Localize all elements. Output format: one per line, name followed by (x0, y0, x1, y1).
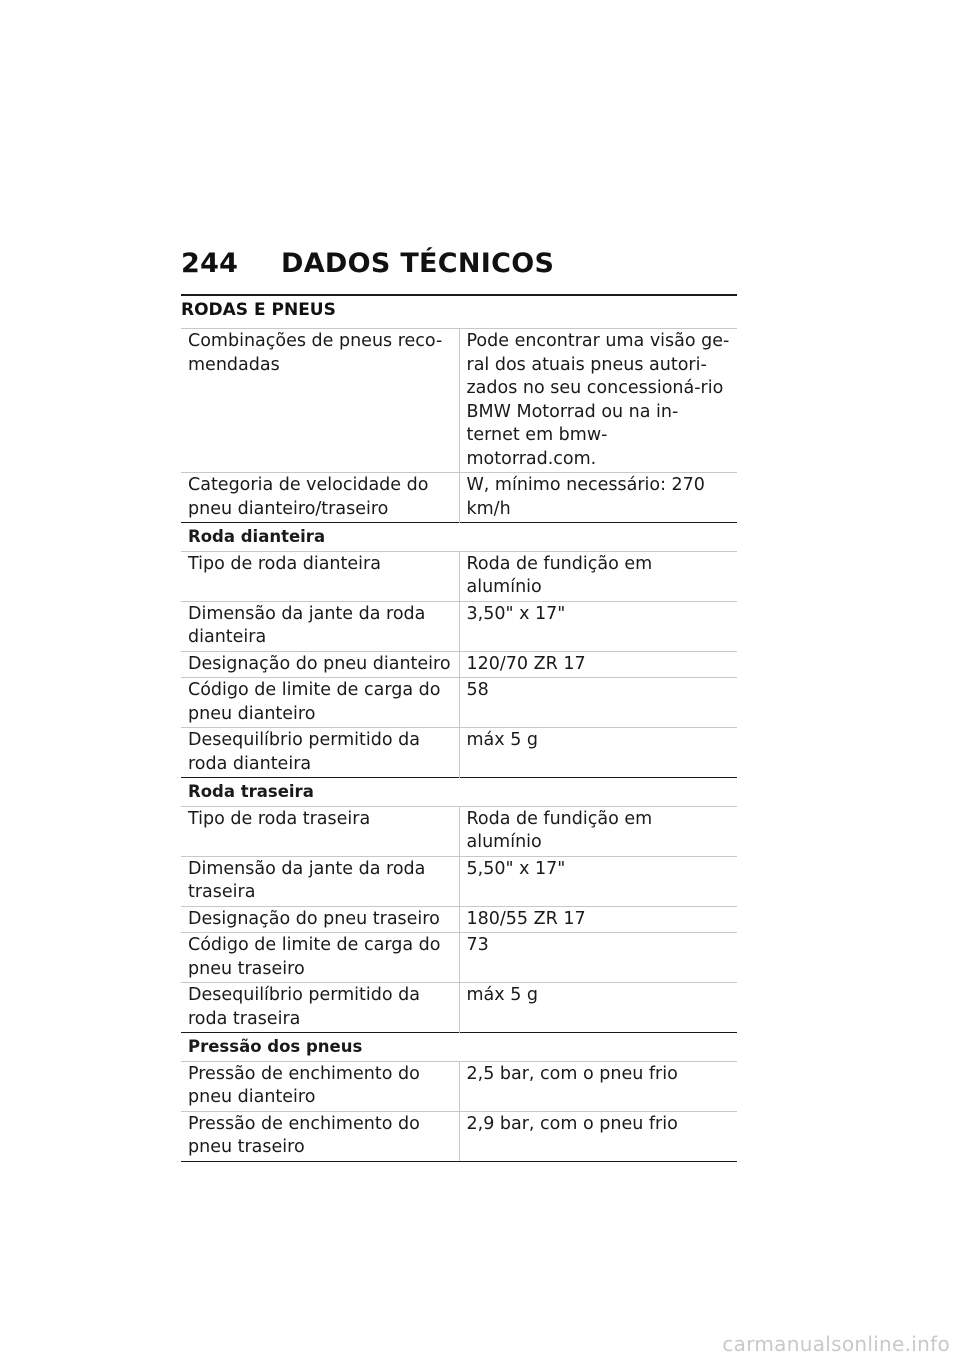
spec-label: Tipo de roda dianteira (181, 551, 459, 601)
spec-label: Código de limite de carga do pneu dianteiro (181, 678, 459, 728)
spec-label: Designação do pneu traseiro (181, 906, 459, 933)
spec-label: Categoria de velocidade do pneu dianteiro/traseiro (181, 473, 459, 523)
spec-value: Roda de fundição em alumínio (459, 551, 737, 601)
group-title: Roda traseira (181, 778, 737, 807)
spec-label: Desequilíbrio permitido da roda dianteira (181, 728, 459, 778)
spec-value: Pode encontrar uma visão ge-ral dos atuais pneus autori-zados no seu concessioná-rio BMW Motorrad ou na in-ternet em bmw-motorrad.com. (459, 329, 737, 473)
spec-value: 180/55 ZR 17 (459, 906, 737, 933)
group-header-row (181, 523, 737, 552)
spec-value: máx 5 g (459, 728, 737, 778)
table-row (181, 906, 737, 933)
watermark: carmanualsonline.info (722, 1332, 950, 1356)
table-row (181, 983, 737, 1033)
spec-value: W, mínimo necessário: 270 km/h (459, 473, 737, 523)
chapter-title: DADOS TÉCNICOS (281, 248, 555, 279)
spec-label: Tipo de roda traseira (181, 806, 459, 856)
table-row (181, 728, 737, 778)
spec-value: 58 (459, 678, 737, 728)
spec-value: máx 5 g (459, 983, 737, 1033)
table-row (181, 1061, 737, 1111)
table-row (181, 678, 737, 728)
group-header-row (181, 778, 737, 807)
spec-value: 2,9 bar, com o pneu frio (459, 1111, 737, 1161)
group-header-row (181, 1033, 737, 1062)
table-row (181, 473, 737, 523)
spec-label: Código de limite de carga do pneu traseiro (181, 933, 459, 983)
table-row (181, 933, 737, 983)
spec-label: Pressão de enchimento do pneu dianteiro (181, 1061, 459, 1111)
spec-value: 2,5 bar, com o pneu frio (459, 1061, 737, 1111)
table-row (181, 806, 737, 856)
section-title: RODAS E PNEUS (181, 300, 336, 320)
table-row (181, 1111, 737, 1161)
table-row (181, 651, 737, 678)
spec-label: Pressão de enchimento do pneu traseiro (181, 1111, 459, 1161)
group-title: Roda dianteira (181, 523, 737, 552)
spec-label: Designação do pneu dianteiro (181, 651, 459, 678)
spec-value: 5,50" x 17" (459, 856, 737, 906)
spec-label: Dimensão da jante da roda traseira (181, 856, 459, 906)
table-row (181, 601, 737, 651)
spec-label: Dimensão da jante da roda dianteira (181, 601, 459, 651)
spec-value: 3,50" x 17" (459, 601, 737, 651)
page-number: 244 (181, 248, 239, 279)
group-title: Pressão dos pneus (181, 1033, 737, 1062)
spec-value: Roda de fundição em alumínio (459, 806, 737, 856)
spec-label: Desequilíbrio permitido da roda traseira (181, 983, 459, 1033)
header-rule (181, 294, 737, 296)
specs-table (181, 328, 737, 1162)
spec-value: 73 (459, 933, 737, 983)
page-header (181, 244, 741, 284)
table-row (181, 856, 737, 906)
table-row (181, 329, 737, 473)
spec-value: 120/70 ZR 17 (459, 651, 737, 678)
spec-label: Combinações de pneus reco-mendadas (181, 329, 459, 473)
table-row (181, 551, 737, 601)
